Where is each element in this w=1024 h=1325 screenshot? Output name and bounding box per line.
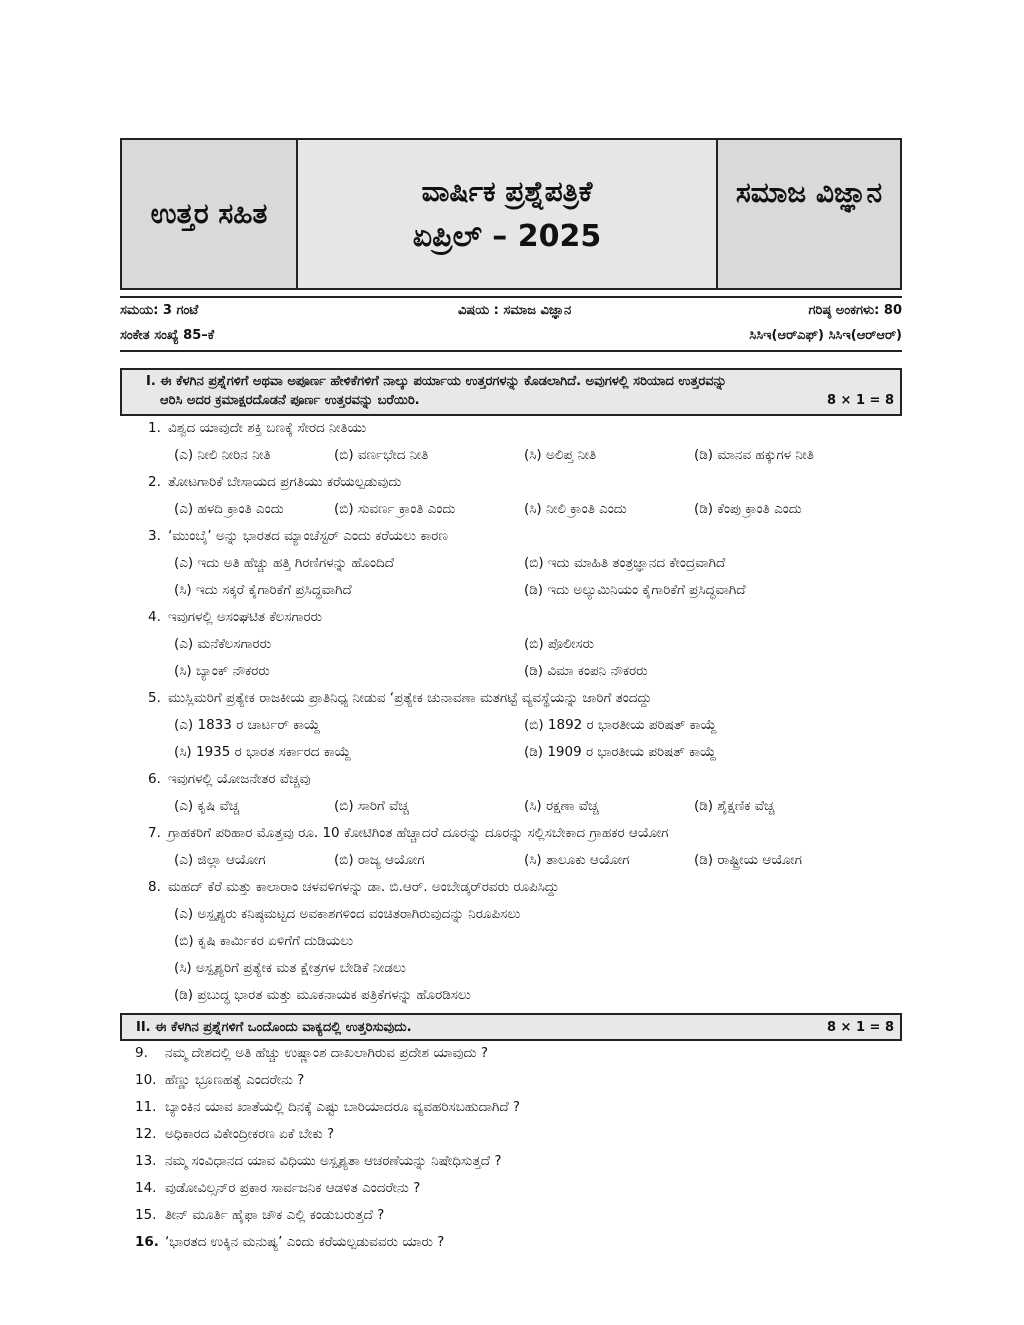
question-8-option-b: (ಬಿ) ಕೃಷಿ ಕಾರ್ಮಿಕರ ಏಳಿಗೆಗೆ ದುಡಿಯಲು <box>174 933 354 949</box>
question-14: 14. ವುಡೋವಿಲ್ಸನ್‌ರ ಪ್ರಕಾರ ಸಾರ್ವಜನಿಕ ಆಡಳಿತ ಎಂದರೇನು ? <box>135 1180 421 1196</box>
question-7-option-d: (ಡಿ) ರಾಷ್ಟ್ರೀಯ ಆಯೋಗ <box>694 852 802 868</box>
section-1-instruction-line2: ಆರಿಸಿ ಅದರ ಕ್ರಮಾಕ್ಷರದೊಡನೆ ಪೂರ್ಣ ಉತ್ತರವನ್ನು ಬರೆಯಿರಿ. <box>160 393 420 408</box>
question-1: 1. ವಿಶ್ವದ ಯಾವುದೇ ಶಕ್ತಿ ಬಣಕ್ಕೆ ಸೇರದ ನೀತಿಯು <box>148 420 367 436</box>
question-6-option-b: (ಬಿ) ಸಾರಿಗೆ ವೆಚ್ಚ <box>334 798 409 814</box>
question-9: 9. ನಮ್ಮ ದೇಶದಲ್ಲಿ ಅತಿ ಹೆಚ್ಚು ಉಷ್ಣಾಂಶ ದಾಖಲಾಗಿರುವ ಪ್ರದೇಶ ಯಾವುದು ? <box>135 1045 489 1061</box>
question-2-option-c: (ಸಿ) ನೀಲಿ ಕ್ರಾಂತಿ ಎಂದು <box>524 501 627 517</box>
question-16: 16. ‘ಭಾರತದ ಉಕ್ಕಿನ ಮನುಷ್ಯ’ ಎಂದು ಕರೆಯಲ್ಪಡುವವರು ಯಾರು ? <box>135 1234 445 1250</box>
question-5: 5. ಮುಸ್ಲಿಮರಿಗೆ ಪ್ರತ್ಯೇಕ ರಾಜಕೀಯ ಪ್ರಾತಿನಿಧ್ಯ ನೀಡುವ ‘ಪ್ರತ್ಯೇಕ ಚುನಾವಣಾ ಮತಗಟ್ಟೆ ವ್ಯವಸ್ಥೆಯನ್ನು ಜಾರಿಗೆ ತಂದದ್ದು <box>148 690 652 706</box>
question-12: 12. ಅಧಿಕಾರದ ವಿಕೇಂದ್ರೀಕರಣ ಏಕೆ ಬೇಕು ? <box>135 1126 335 1142</box>
header-title-cell <box>298 140 718 288</box>
question-1-option-c: (ಸಿ) ಅಲಿಪ್ತ ನೀತಿ <box>524 447 597 463</box>
question-3: 3. ‘ಮುಂಬೈ’ ಅನ್ನು ಭಾರತದ ಮ್ಯಾಂಚೆಸ್ಟರ್ ಎಂದು ಕರೆಯಲು ಕಾರಣ <box>148 528 448 544</box>
question-2-option-d: (ಡಿ) ಕೆಂಪು ಕ್ರಾಂತಿ ಎಂದು <box>694 501 802 517</box>
board-label: ಸಿಸಿಇ(ಆರ್‌ಎಫ್) ಸಿಸಿಇ(ಆರ್‌ಆರ್) <box>749 328 902 343</box>
meta-top-rule <box>120 296 902 298</box>
question-4-option-a: (ಎ) ಮನೆಕೆಲಸಗಾರರು <box>174 636 272 652</box>
question-1-option-d: (ಡಿ) ಮಾನವ ಹಕ್ಕುಗಳ ನೀತಿ <box>694 447 814 463</box>
question-2-option-a: (ಎ) ಹಳದಿ ಕ್ರಾಂತಿ ಎಂದು <box>174 501 284 517</box>
question-2: 2. ತೋಟಗಾರಿಕೆ ಬೇಸಾಯದ ಪ್ರಗತಿಯು ಕರೆಯಲ್ಪಡುವುದು <box>148 474 402 490</box>
question-5-option-d: (ಡಿ) 1909 ರ ಭಾರತೀಯ ಪರಿಷತ್ ಕಾಯ್ದೆ <box>524 744 717 760</box>
section-1-instruction-line1: I. ಈ ಕೆಳಗಿನ ಪ್ರಶ್ನೆಗಳಿಗೆ ಅಥವಾ ಅಪೂರ್ಣ ಹೇಳಿಕೆಗಳಿಗೆ ನಾಲ್ಕು ಪರ್ಯಾಯ ಉತ್ತರಗಳನ್ನು ಕೊಡಲಾಗಿದೆ. ಅವುಗಳಲ್ಲಿ ಸರಿಯಾದ ಉತ್ತರವನ್ನು <box>146 374 727 389</box>
paper-month-year: ಏಪ್ರಿಲ್ – 2025 <box>412 218 602 254</box>
question-7-option-b: (ಬಿ) ರಾಜ್ಯ ಆಯೋಗ <box>334 852 425 868</box>
subject-line: ವಿಷಯ : ಸಮಾಜ ವಿಜ್ಞಾನ <box>458 303 572 318</box>
question-4-option-c: (ಸಿ) ಬ್ಯಾಂಕ್ ನೌಕರರು <box>174 663 270 679</box>
question-6-option-c: (ಸಿ) ರಕ್ಷಣಾ ವೆಚ್ಚ <box>524 798 599 814</box>
question-6-option-a: (ಎ) ಕೃಷಿ ವೆಚ್ಚ <box>174 798 240 814</box>
question-8-option-c: (ಸಿ) ಅಸ್ಪೃಶ್ಯರಿಗೆ ಪ್ರತ್ಯೇಕ ಮತ ಕ್ಷೇತ್ರಗಳ ಬೇಡಿಕೆ ನೀಡಲು <box>174 960 406 976</box>
time-label: ಸಮಯ: 3 ಗಂಟೆ <box>120 303 199 318</box>
code-label: ಸಂಕೇತ ಸಂಖ್ಯೆ 85–ಕೆ <box>120 328 215 343</box>
question-15: 15. ತೀನ್ ಮೂರ್ತಿ ಹೈಫಾ ಚೌಕ ಎಲ್ಲಿ ಕಂಡುಬರುತ್ತದೆ ? <box>135 1207 385 1223</box>
header-subject-cell <box>718 140 900 288</box>
meta-row-2 <box>120 328 902 343</box>
question-5-option-b: (ಬಿ) 1892 ರ ಭಾರತೀಯ ಪರಿಷತ್ ಕಾಯ್ದೆ <box>524 717 717 733</box>
question-4: 4. ಇವುಗಳಲ್ಲಿ ಅಸಂಘಟಿತ ಕೆಲಸಗಾರರು <box>148 609 323 625</box>
question-7: 7. ಗ್ರಾಹಕರಿಗೆ ಪರಿಹಾರ ಮೊತ್ತವು ರೂ. 10 ಕೋಟಿಗಿಂತ ಹೆಚ್ಚಾದರೆ ದೂರನ್ನು ದೂರನ್ನು ಸಲ್ಲಿಸಬೇಕಾದ ಗ್ರಾಹಕರ ಆಯೋಗ <box>148 825 669 841</box>
question-1-option-a: (ಎ) ನೀಲಿ ನೀರಿನ ನೀತಿ <box>174 447 271 463</box>
subject-title: ಸಮಾಜ ವಿಜ್ಞಾನ <box>735 176 883 209</box>
question-1-option-b: (ಬಿ) ವರ್ಣಭೇದ ನೀತಿ <box>334 447 429 463</box>
question-8: 8. ಮಹದ್ ಕೆರೆ ಮತ್ತು ಕಾಲಾರಾಂ ಚಳವಳಿಗಳನ್ನು ಡಾ. ಬಿ.ಆರ್. ಅಂಬೇಡ್ಕರ್‌ರವರು ರೂಪಿಸಿದ್ದು <box>148 879 560 895</box>
meta-bottom-rule <box>120 350 902 352</box>
section-1-header <box>120 368 902 416</box>
with-answers-label: ಉತ್ತರ ಸಹಿತ <box>150 197 268 230</box>
paper-title: ವಾರ್ಷಿಕ ಪ್ರಶ್ನೆಪತ್ರಿಕೆ <box>421 174 593 208</box>
section-2-instruction: II. ಈ ಕೆಳಗಿನ ಪ್ರಶ್ನೆಗಳಿಗೆ ಒಂದೊಂದು ವಾಕ್ಯದಲ್ಲಿ ಉತ್ತರಿಸುವುದು. <box>136 1020 412 1035</box>
question-7-option-c: (ಸಿ) ತಾಲೂಕು ಆಯೋಗ <box>524 852 630 868</box>
question-3-option-a: (ಎ) ಇದು ಅತಿ ಹೆಚ್ಚು ಹತ್ತಿ ಗಿರಣಿಗಳನ್ನು ಹೊಂದಿದೆ <box>174 555 395 571</box>
question-3-option-d: (ಡಿ) ಇದು ಅಲ್ಯುಮಿನಿಯಂ ಕೈಗಾರಿಕೆಗೆ ಪ್ರಸಿದ್ಧವಾಗಿದೆ <box>524 582 746 598</box>
question-13: 13. ನಮ್ಮ ಸಂವಿಧಾನದ ಯಾವ ವಿಧಿಯು ಅಸ್ಪೃಶ್ಯತಾ ಆಚರಣೆಯನ್ನು ನಿಷೇಧಿಸುತ್ತದೆ ? <box>135 1153 502 1169</box>
question-7-option-a: (ಎ) ಜಿಲ್ಲಾ ಆಯೋಗ <box>174 852 266 868</box>
question-5-option-a: (ಎ) 1833 ರ ಚಾರ್ಟರ್ ಕಾಯ್ದೆ <box>174 717 321 733</box>
question-11: 11. ಬ್ಯಾಂಕಿನ ಯಾವ ಖಾತೆಯಲ್ಲಿ ದಿನಕ್ಕೆ ಎಷ್ಟು ಬಾರಿಯಾದರೂ ವ್ಯವಹರಿಸಬಹುದಾಗಿದೆ ? <box>135 1099 521 1115</box>
header-box <box>120 138 902 290</box>
question-8-option-d: (ಡಿ) ಪ್ರಬುದ್ಧ ಭಾರತ ಮತ್ತು ಮೂಕನಾಯಕ ಪತ್ರಿಕೆಗಳನ್ನು ಹೊರಡಿಸಲು <box>174 987 471 1003</box>
question-3-option-b: (ಬಿ) ಇದು ಮಾಹಿತಿ ತಂತ್ರಜ್ಞಾನದ ಕೇಂದ್ರವಾಗಿದೆ <box>524 555 726 571</box>
section-2-marks: 8 × 1 = 8 <box>826 1020 894 1035</box>
header-left-cell <box>122 140 298 288</box>
max-marks-label: ಗರಿಷ್ಠ ಅಂಕಗಳು: 80 <box>808 303 902 318</box>
question-4-option-b: (ಬಿ) ಪೊಲೀಸರು <box>524 636 595 652</box>
question-8-option-a: (ಎ) ಅಸ್ಪೃಶ್ಯರು ಕನಿಷ್ಠಮಟ್ಟದ ಅವಕಾಶಗಳಿಂದ ವಂಚಿತರಾಗಿರುವುದನ್ನು ನಿರೂಪಿಸಲು <box>174 906 521 922</box>
meta-row-1 <box>120 303 902 318</box>
question-6: 6. ಇವುಗಳಲ್ಲಿ ಯೋಜನೇತರ ವೆಚ್ಚವು <box>148 771 311 787</box>
question-3-option-c: (ಸಿ) ಇದು ಸಕ್ಕರೆ ಕೈಗಾರಿಕೆಗೆ ಪ್ರಸಿದ್ಧವಾಗಿದೆ <box>174 582 352 598</box>
question-6-option-d: (ಡಿ) ಶೈಕ್ಷಣಿಕ ವೆಚ್ಚ <box>694 798 775 814</box>
section-1-marks: 8 × 1 = 8 <box>826 393 894 408</box>
question-4-option-d: (ಡಿ) ವಿಮಾ ಕಂಪನಿ ನೌಕರರು <box>524 663 648 679</box>
question-10: 10. ಹೆಣ್ಣು ಭ್ರೂಣಹತ್ಯೆ ಎಂದರೇನು ? <box>135 1072 305 1088</box>
section-2-header <box>120 1013 902 1041</box>
question-5-option-c: (ಸಿ) 1935 ರ ಭಾರತ ಸರ್ಕಾರದ ಕಾಯ್ದೆ <box>174 744 351 760</box>
question-2-option-b: (ಬಿ) ಸುವರ್ಣ ಕ್ರಾಂತಿ ಎಂದು <box>334 501 456 517</box>
